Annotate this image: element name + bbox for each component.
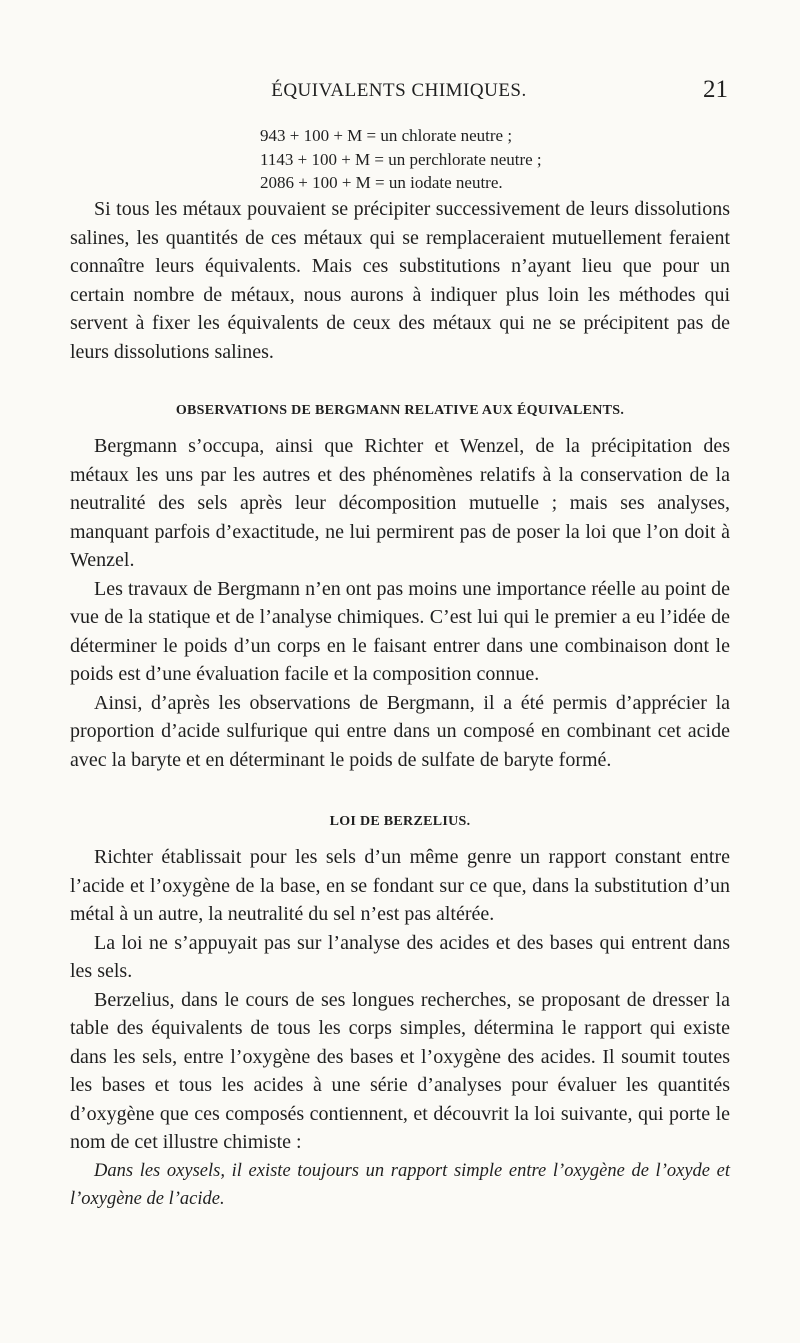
section-heading-bergmann: OBSERVATIONS DE BERGMANN RELATIVE AUX ÉQUIVALENTS. <box>175 403 625 418</box>
equation-list <box>260 124 542 195</box>
page-number: 21 <box>703 76 728 103</box>
paragraph: La loi ne s’appuyait pas sur l’analyse des acides et des bases qui entrent dans les sels. <box>70 931 730 982</box>
equation-line: 1143 + 100 + M = un perchlorate neutre ; <box>260 149 542 169</box>
law-statement: Dans les oxysels, il existe toujours un rapport simple entre l’oxygène de l’oxyde et l’oxygène de l’acide. <box>70 1160 730 1209</box>
paragraph: Si tous les métaux pouvaient se précipiter successivement de leurs dissolutions salines, les quantités de ces métaux qui se remplaceraient mutuellement feraient connaître leurs équivalents. Mais ces substitutions n’ayant lieu que pour un certain nombre de métaux, nous aurons à indiquer plus loin les méthodes qui servent à fixer les équivalents de ceux des métaux qui ne se précipitent pas de leurs dissolutions salines. <box>70 198 730 363</box>
paragraph: Les travaux de Bergmann n’en ont pas moins une importance réelle au point de vue de la statique et de l’analyse chimiques. C’est lui qui le premier a eu l’idée de déterminer le poids d’un corps en le faisant entrer dans une combinaison dont le poids est d’une évaluation facile et la composition connue. <box>70 577 730 685</box>
running-title: ÉQUIVALENTS CHIMIQUES. <box>271 80 527 101</box>
paragraph: Ainsi, d’après les observations de Bergmann, il a été permis d’apprécier la proportion d’acide sulfurique qui entre dans un composé en combinant cet acide avec la baryte et en déterminant le poids de sulfate de baryte formé. <box>70 691 730 771</box>
paragraph: Berzelius, dans le cours de ses longues recherches, se proposant de dresser la table des équivalents de tous les corps simples, détermina le rapport qui existe dans les sels, entre l’oxygène des bases et l’oxygène des acides. Il soumit toutes les bases et tous les acides à une série d’analyses pour évaluer les quantités d’oxygène que ces composés contiennent, et découvrit la loi suivante, qui porte le nom de cet illustre chimiste : <box>70 988 730 1153</box>
paragraph: Richter établissait pour les sels d’un même genre un rapport constant entre l’acide et l’oxygène de la base, en se fondant sur ce que, dans la substitution d’un métal à un autre, la neutralité du sel n’est pas altérée. <box>70 846 730 925</box>
berzelius-section-body <box>70 843 730 1214</box>
section-heading-berzelius: LOI DE BERZELIUS. <box>329 814 471 829</box>
intro-block <box>70 195 730 366</box>
paragraph: Bergmann s’occupa, ainsi que Richter et Wenzel, de la précipitation des métaux les uns par les autres et des phénomènes relatifs à la conservation de la neutralité des sels après leur décomposition mutuelle ; mais ses analyses, manquant parfois d’exactitude, ne lui permirent pas de poser la loi que l’on doit à Wenzel. <box>70 435 730 571</box>
running-header <box>70 76 728 106</box>
equation-line: 2086 + 100 + M = un iodate neutre. <box>260 173 503 192</box>
equation-line: 943 + 100 + M = un chlorate neutre ; <box>260 126 513 145</box>
bergmann-section-body <box>70 432 730 774</box>
